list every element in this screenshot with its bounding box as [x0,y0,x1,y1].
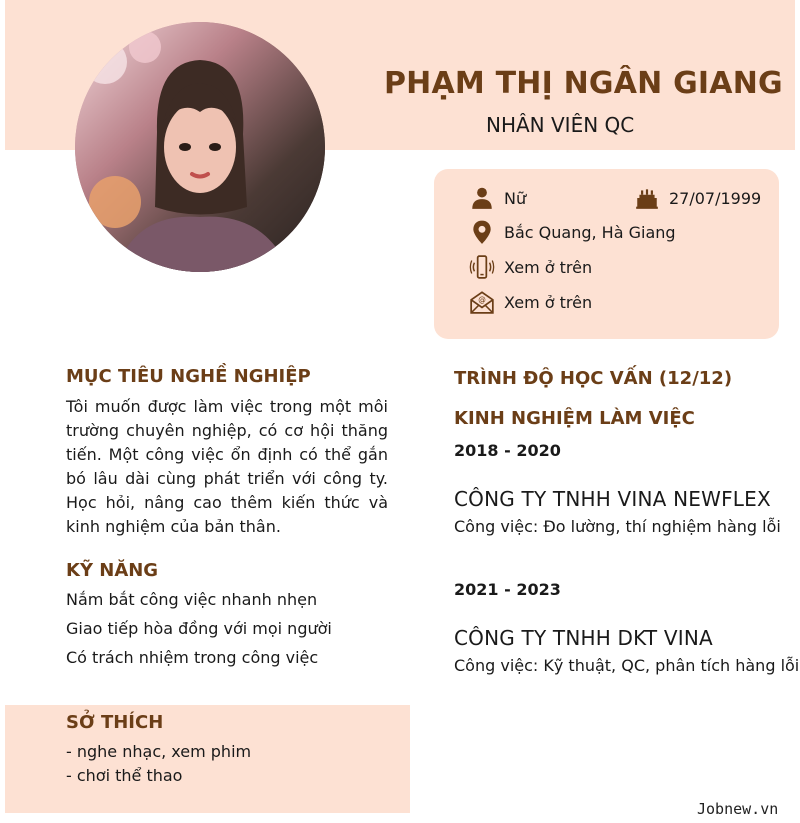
address-row [468,218,676,246]
email-value: Xem ở trên [504,292,593,312]
phone-row [468,253,592,281]
job-description: Công việc: Kỹ thuật, QC, phân tích hàng lỗi [454,656,800,675]
objective-title: MỤC TIÊU NGHỀ NGHIỆP [66,366,311,387]
hobby-item: - nghe nhạc, xem phim [66,742,252,761]
skills-title: KỸ NĂNG [66,560,159,581]
svg-text:@: @ [478,295,486,304]
job-company: CÔNG TY TNHH DKT VINA [454,626,713,650]
gender-row [468,184,526,212]
job-years: 2021 - 2023 [454,580,561,599]
education-title: TRÌNH ĐỘ HỌC VẤN (12/12) [454,368,733,389]
birthday-cake-icon [633,184,661,212]
skill-item: Có trách nhiệm trong công việc [66,648,319,667]
email-row [468,288,592,316]
job-description: Công việc: Đo lường, thí nghiệm hàng lỗi [454,517,781,536]
footer-brand: Jobnew.vn [697,800,779,818]
skill-item: Giao tiếp hòa đồng với mọi người [66,619,332,638]
address-value: Bắc Quang, Hà Giang [504,222,676,242]
phone-vibrate-icon [468,253,496,281]
profile-photo [75,22,325,272]
experience-title: KINH NGHIỆM LÀM VIỆC [454,408,695,429]
email-envelope-icon [468,288,496,316]
birthday-row [633,184,761,212]
candidate-name: PHẠM THỊ NGÂN GIANG [384,66,783,101]
candidate-role: NHÂN VIÊN QC [486,113,635,137]
objective-text: Tôi muốn được làm việc trong một môi trường chuyên nghiệp, có cơ hội thăng tiến. Một công việc ổn định có thể gắn bó lâu dài cùng phát triển với công ty. Học hỏi, nâng cao thêm kiến thức và kinh nghiệm của bản thân. [66,397,388,536]
birthday-value: 27/07/1999 [669,188,762,208]
job-company: CÔNG TY TNHH VINA NEWFLEX [454,487,771,511]
gender-value: Nữ [504,188,527,208]
skill-item: Nắm bắt công việc nhanh nhẹn [66,590,318,609]
profile-photo-illustration [75,22,325,272]
location-pin-icon [468,218,496,246]
hobbies-title: SỞ THÍCH [66,712,164,733]
hobby-item: - chơi thể thao [66,766,183,785]
phone-value: Xem ở trên [504,257,593,277]
person-icon [468,184,496,212]
job-years: 2018 - 2020 [454,441,561,460]
